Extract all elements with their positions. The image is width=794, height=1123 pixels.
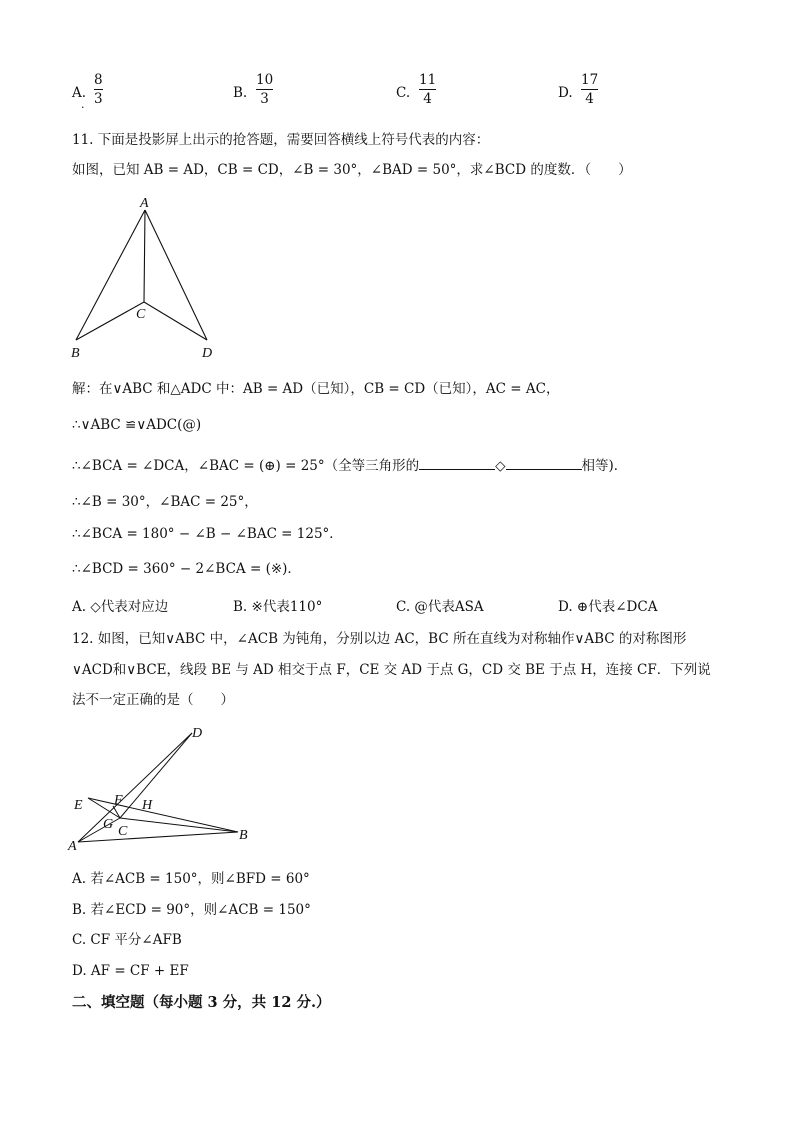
q12-segment-ad xyxy=(78,733,192,842)
q11-figure xyxy=(66,192,226,364)
q12-label-f: F xyxy=(114,793,123,808)
q10-option-d-letter: D. xyxy=(558,85,573,101)
q12-label-b: B xyxy=(239,828,248,843)
q12-stem-line-2: ∨ACD和∨BCE，线段 BE 与 AD 相交于点 F，CE 交 AD 于点 G，CD 交 BE 于点 H，连接 CF．下列说 xyxy=(72,662,711,678)
q12-segment-cb xyxy=(120,818,238,832)
q11-problem: 如图，已知 AB = AD，CB = CD，∠B = 30°，∠BAD = 50°，求∠BCD 的度数．（ ） xyxy=(72,162,632,178)
q11-solution-line-1: 解：在∨ABC 和△ADC 中：AB = AD（已知），CB = CD（已知），AC = AC， xyxy=(72,381,560,397)
q10-option-c-denominator: 4 xyxy=(423,91,432,107)
q12-label-h: H xyxy=(142,798,153,813)
q12-label-a: A xyxy=(68,839,77,852)
q11-blank-2 xyxy=(506,457,582,470)
q10-option-d-numerator: 17 xyxy=(581,72,599,88)
q12-stem-line-3: 法不一定正确的是（ ） xyxy=(72,692,234,708)
q10-stray-dot: . xyxy=(81,98,85,111)
q10-option-d-denominator: 4 xyxy=(585,91,594,107)
q12-label-d: D xyxy=(192,726,203,741)
q10-option-c-letter: C. xyxy=(396,85,411,101)
q10-option-d-fraction xyxy=(581,72,598,107)
q12-option-a: A. 若∠ACB = 150°，则∠BFD = 60° xyxy=(72,871,310,887)
q11-blank-1 xyxy=(419,457,495,470)
q11-solution-line-3-text: ∴∠BCA = ∠DCA，∠BAC = (⊕) = 25°（全等三角形的 xyxy=(72,458,420,474)
q11-label-b: B xyxy=(71,346,80,361)
q11-option-b: B. ※代表110° xyxy=(233,599,323,615)
q11-label-c: C xyxy=(136,307,146,322)
q10-option-c-numerator: 11 xyxy=(419,72,437,88)
q12-figure xyxy=(66,722,266,852)
q11-solution-line-2: ∴∨ABC ≌∨ADC(@) xyxy=(72,417,202,433)
q12-option-d: D. AF = CF + EF xyxy=(72,963,189,979)
q11-solution-line-5: ∴∠BCA = 180° − ∠B − ∠BAC = 125°． xyxy=(72,526,343,542)
q10-option-c-fraction xyxy=(419,72,436,107)
q11-option-a: A. ◇代表对应边 xyxy=(72,599,169,615)
q11-figure-segment-ad xyxy=(145,210,207,340)
q10-option-b-denominator: 3 xyxy=(260,91,269,107)
q10-option-a-denominator: 3 xyxy=(94,91,103,107)
q10-option-b-fraction xyxy=(256,72,273,107)
q12-stem-line-1: 12. 如图，已知∨ABC 中，∠ACB 为钝角，分别以边 AC，BC 所在直线为对称轴作∨ABC 的对称图形 xyxy=(72,631,687,647)
q11-blank-separator: ◇ xyxy=(495,458,506,474)
q10-option-a-fraction xyxy=(94,72,103,107)
q11-blank-tail: 相等)． xyxy=(581,458,628,474)
q11-label-d: D xyxy=(202,346,213,361)
q12-segment-ab xyxy=(78,832,238,842)
q12-option-c: C. CF 平分∠AFB xyxy=(72,932,182,948)
q11-solution-line-3 xyxy=(72,457,627,475)
q12-label-e: E xyxy=(74,798,83,813)
q12-segment-cd xyxy=(120,733,192,818)
q10-option-a-letter: A. xyxy=(72,85,87,101)
q10-option-b-letter: B. xyxy=(233,85,248,101)
q11-figure-segment-ac xyxy=(144,210,145,302)
q12-label-g: G xyxy=(103,817,114,832)
q10-option-b-numerator: 10 xyxy=(256,72,274,88)
section-2-title: 二、填空题（每小题 3 分，共 12 分.） xyxy=(72,994,331,1011)
q11-header: 11. 下面是投影屏上出示的抢答题，需要回答横线上符号代表的内容： xyxy=(72,132,490,148)
q11-solution-line-6: ∴∠BCD = 360° − 2∠BCA = (※)． xyxy=(72,561,301,577)
q11-option-d: D. ⊕代表∠DCA xyxy=(558,599,658,615)
q12-label-c: C xyxy=(118,824,128,839)
q10-option-a-numerator: 8 xyxy=(94,72,103,88)
q11-option-c: C. @代表ASA xyxy=(396,599,484,615)
q12-option-b: B. 若∠ECD = 90°，则∠ACB = 150° xyxy=(72,902,311,918)
q11-solution-line-4: ∴∠B = 30°，∠BAC = 25°， xyxy=(72,494,258,510)
q11-label-a: A xyxy=(140,196,149,211)
